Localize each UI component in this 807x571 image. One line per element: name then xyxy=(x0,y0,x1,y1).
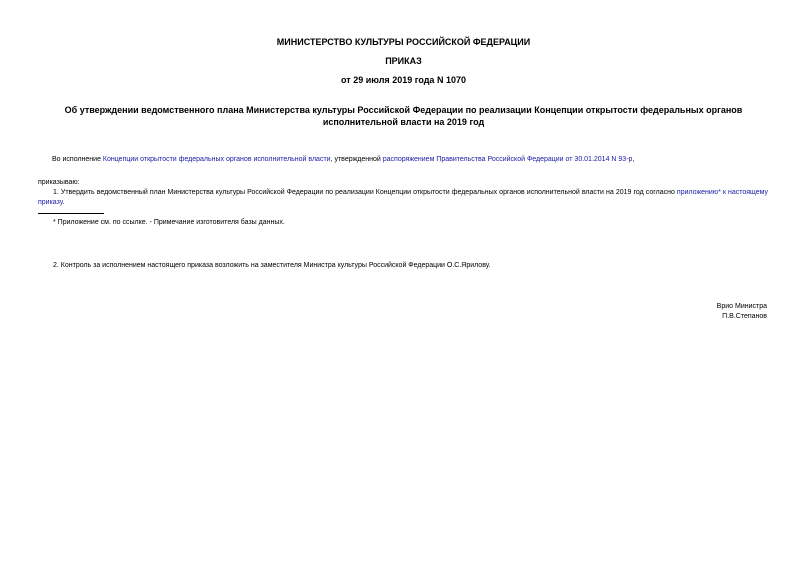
concept-link[interactable]: Концепции открытости федеральных органов исполнительной власти xyxy=(102,156,331,163)
document-type-heading: ПРИКАЗ xyxy=(385,56,422,66)
appendix-link[interactable]: приложению* к настоящему приказу xyxy=(38,189,769,206)
government-order-link[interactable]: распоряжением Правительства Российской Федерации от 30.01.2014 N 93-р xyxy=(382,156,633,163)
item-1-tail: . xyxy=(62,199,65,206)
order-word: приказываю: xyxy=(38,179,80,186)
preamble-tail: , xyxy=(632,156,635,163)
preamble-paragraph xyxy=(52,155,634,165)
footnote-text: * Приложение см. по ссылке. - Примечание изготовителя базы данных. xyxy=(53,219,285,226)
item-1-text: 1. Утвердить ведомственный план Министерства культуры Российской Федерации по реализации Концепции открытости федеральных органов исполнительной власти на 2019 год согласно xyxy=(53,189,677,196)
ministry-heading: МИНИСТЕРСТВО КУЛЬТУРЫ РОССИЙСКОЙ ФЕДЕРАЦИИ xyxy=(276,37,531,47)
item-1-paragraph xyxy=(38,188,768,208)
footnote-divider xyxy=(38,213,104,214)
preamble-middle: , утвержденной xyxy=(330,156,383,163)
item-2-paragraph: 2. Контроль за исполнением настоящего приказа возложить на заместителя Министра культуры Российской Федерации О.С.Ярилову. xyxy=(53,262,491,269)
signature-name: П.В.Степанов xyxy=(722,313,767,320)
document-title: Об утверждении ведомственного плана Министерства культуры Российской Федерации по реализации Концепции открытости федеральных органов исполнительной власти на 2019 год xyxy=(64,105,743,127)
document-date-number: от 29 июля 2019 года N 1070 xyxy=(341,75,466,85)
signature-position: Врио Министра xyxy=(716,303,767,310)
preamble-lead: Во исполнение xyxy=(52,156,103,163)
